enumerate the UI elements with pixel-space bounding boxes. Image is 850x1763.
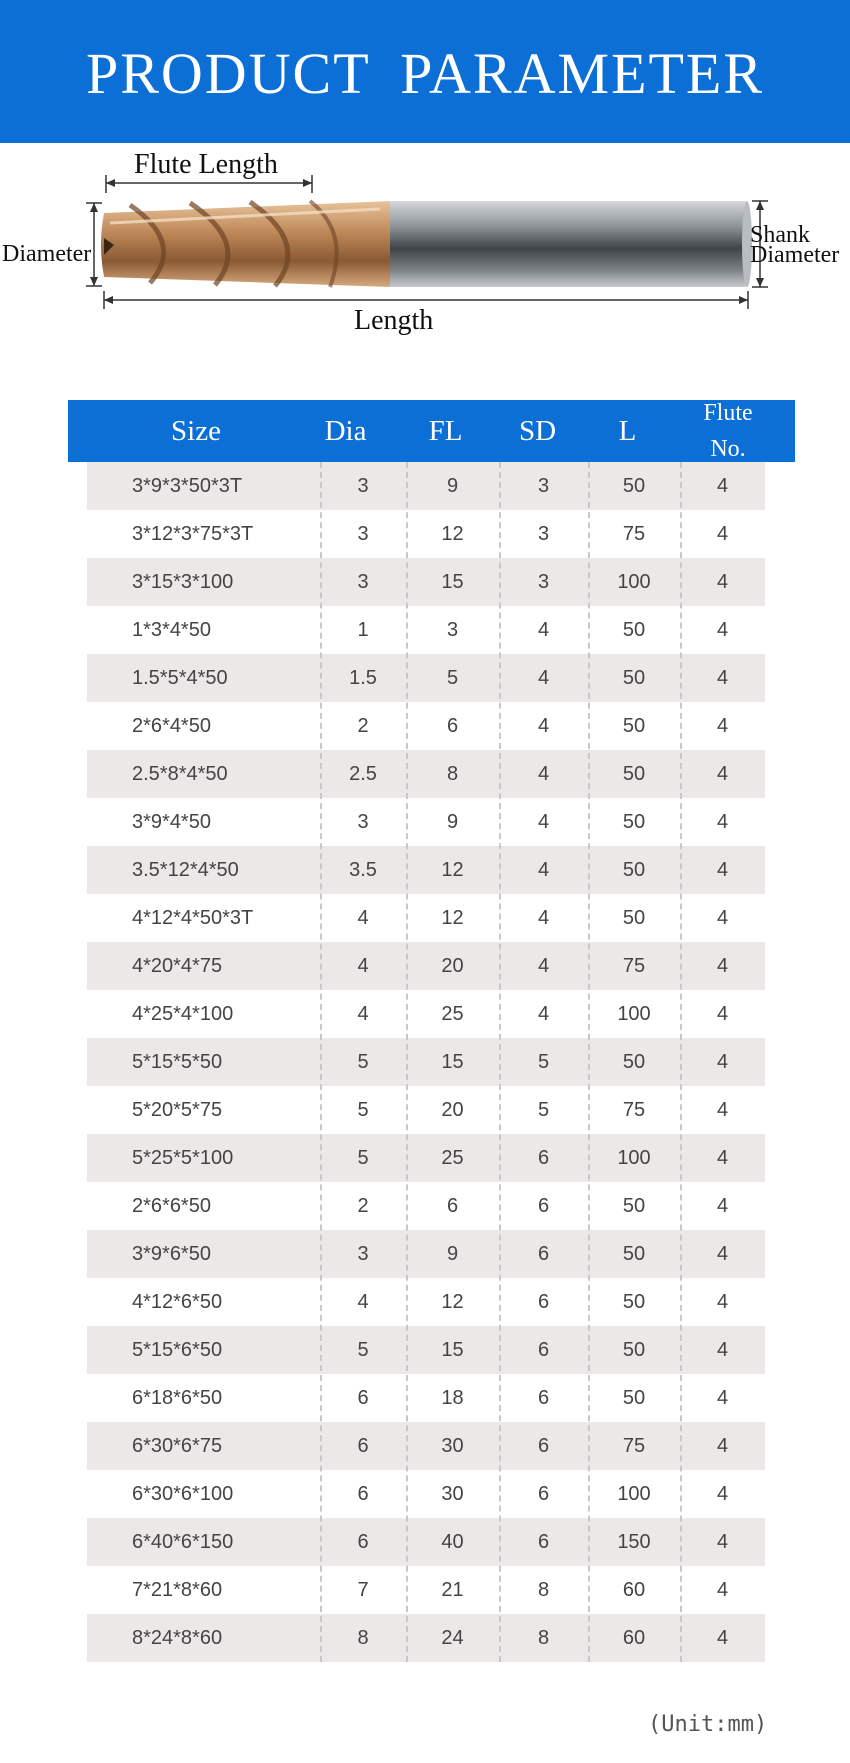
cell-flute-no: 4	[716, 763, 729, 785]
table-row	[87, 1230, 765, 1278]
cell-sd: 6	[537, 1195, 550, 1217]
cell-size: 3*15*3*100	[132, 571, 234, 593]
cell-sd: 6	[537, 1435, 550, 1457]
cell-size: 3*9*4*50	[132, 811, 211, 833]
cell-dia: 3	[357, 571, 369, 593]
header-flute-no: Flute No.	[703, 400, 753, 462]
cell-l: 50	[622, 1387, 646, 1409]
cell-l: 50	[622, 715, 646, 737]
cell-sd: 8	[537, 1627, 550, 1649]
cell-dia: 3.5	[349, 859, 377, 881]
cell-sd: 6	[537, 1243, 550, 1265]
column-divider	[320, 462, 322, 1662]
cell-dia: 6	[357, 1435, 369, 1457]
cell-size: 1*3*4*50	[132, 619, 211, 641]
cell-dia: 4	[357, 1291, 369, 1313]
cell-fl: 20	[441, 955, 464, 977]
table-row	[87, 1422, 765, 1470]
cell-fl: 30	[441, 1483, 464, 1505]
table-row	[87, 1374, 765, 1422]
cell-size: 3.5*12*4*50	[132, 859, 239, 881]
cell-l: 50	[622, 619, 646, 641]
cell-size: 4*25*4*100	[132, 1003, 234, 1025]
cell-fl: 6	[446, 1195, 459, 1217]
cell-size: 2*6*4*50	[132, 715, 211, 737]
cell-sd: 4	[537, 667, 550, 689]
cell-sd: 4	[537, 859, 550, 881]
cell-l: 75	[622, 523, 646, 545]
cell-dia: 4	[357, 955, 369, 977]
cell-sd: 6	[537, 1339, 550, 1361]
cell-flute-no: 4	[716, 1387, 729, 1409]
cell-dia: 6	[357, 1483, 369, 1505]
cell-flute-no: 4	[716, 1147, 729, 1169]
cell-flute-no: 4	[716, 667, 729, 689]
column-divider	[680, 462, 682, 1662]
cell-fl: 25	[441, 1003, 464, 1025]
cell-dia: 1	[357, 619, 369, 641]
cell-sd: 3	[537, 475, 550, 497]
cell-size: 5*25*5*100	[132, 1147, 234, 1169]
table-row	[87, 1038, 765, 1086]
cell-size: 2*6*6*50	[132, 1195, 211, 1217]
cell-sd: 4	[537, 811, 550, 833]
cell-l: 50	[622, 1291, 646, 1313]
cell-flute-no: 4	[716, 1579, 729, 1601]
cell-size: 4*12*4*50*3T	[132, 907, 254, 929]
table-row	[87, 606, 765, 654]
cell-size: 4*12*6*50	[132, 1291, 223, 1313]
cell-l: 60	[622, 1579, 646, 1601]
cell-sd: 3	[537, 523, 550, 545]
cell-flute-no: 4	[716, 571, 729, 593]
table-row	[87, 1182, 765, 1230]
cell-size: 5*20*5*75	[132, 1099, 223, 1121]
length-label: Length	[354, 305, 434, 336]
cell-dia: 1.5	[349, 667, 377, 689]
cell-sd: 4	[537, 715, 550, 737]
cell-dia: 5	[357, 1051, 369, 1073]
cell-fl: 12	[441, 859, 464, 881]
cell-dia: 5	[357, 1099, 369, 1121]
cell-flute-no: 4	[716, 1051, 729, 1073]
cell-fl: 30	[441, 1435, 464, 1457]
cell-fl: 3	[446, 619, 459, 641]
table-row	[87, 1086, 765, 1134]
cell-fl: 15	[441, 1339, 464, 1361]
cell-sd: 4	[537, 907, 550, 929]
cell-flute-no: 4	[716, 1099, 729, 1121]
cell-l: 50	[622, 475, 646, 497]
table-row	[87, 510, 765, 558]
cell-l: 75	[622, 955, 646, 977]
cell-dia: 3	[357, 1243, 369, 1265]
cell-l: 100	[617, 1483, 651, 1505]
cell-flute-no: 4	[716, 1243, 729, 1265]
cell-sd: 6	[537, 1291, 550, 1313]
flute-length-label: Flute Length	[134, 149, 278, 180]
cell-flute-no: 4	[716, 1003, 729, 1025]
table-row	[87, 1278, 765, 1326]
parameter-table	[87, 462, 765, 1662]
cell-flute-no: 4	[716, 475, 729, 497]
table-row	[87, 1518, 765, 1566]
cell-dia: 5	[357, 1339, 369, 1361]
cell-flute-no: 4	[716, 1531, 729, 1553]
column-divider	[499, 462, 501, 1662]
table-row	[87, 1134, 765, 1182]
column-divider	[406, 462, 408, 1662]
cell-fl: 12	[441, 907, 464, 929]
cell-dia: 3	[357, 475, 369, 497]
column-divider	[588, 462, 590, 1662]
table-row	[87, 1470, 765, 1518]
cell-fl: 18	[441, 1387, 464, 1409]
cell-size: 5*15*5*50	[132, 1051, 223, 1073]
cell-dia: 2.5	[349, 763, 377, 785]
cell-size: 3*9*3*50*3T	[132, 475, 243, 497]
shank-diameter-label: Shank Diameter	[750, 222, 840, 268]
cell-fl: 9	[446, 1243, 459, 1265]
cell-sd: 4	[537, 955, 550, 977]
cell-dia: 4	[357, 1003, 369, 1025]
table-row	[87, 654, 765, 702]
cell-sd: 4	[537, 1003, 550, 1025]
cell-l: 50	[622, 1195, 646, 1217]
cell-size: 5*15*6*50	[132, 1339, 223, 1361]
header-fl: FL	[428, 414, 463, 447]
cell-l: 75	[622, 1099, 646, 1121]
cell-fl: 12	[441, 1291, 464, 1313]
cell-l: 75	[622, 1435, 646, 1457]
cell-fl: 9	[446, 811, 459, 833]
cell-sd: 6	[537, 1387, 550, 1409]
page-title: PRODUCT PARAMETER	[85, 41, 765, 106]
cell-dia: 7	[357, 1579, 369, 1601]
cell-flute-no: 4	[716, 1291, 729, 1313]
table-row	[87, 462, 765, 510]
cell-flute-no: 4	[716, 811, 729, 833]
cell-flute-no: 4	[716, 907, 729, 929]
cell-flute-no: 4	[716, 1435, 729, 1457]
cell-dia: 2	[357, 1195, 369, 1217]
cell-size: 3*9*6*50	[132, 1243, 211, 1265]
cell-l: 50	[622, 763, 646, 785]
cell-fl: 40	[441, 1531, 464, 1553]
cell-dia: 8	[357, 1627, 369, 1649]
header-l: L	[618, 414, 637, 447]
cell-fl: 6	[446, 715, 459, 737]
cell-dia: 3	[357, 811, 369, 833]
cell-l: 50	[622, 1051, 646, 1073]
cell-flute-no: 4	[716, 715, 729, 737]
header-size: Size	[171, 414, 221, 447]
cell-size: 3*12*3*75*3T	[132, 523, 254, 545]
cell-flute-no: 4	[716, 1339, 729, 1361]
tool-diagram	[0, 143, 850, 363]
cell-size: 6*18*6*50	[132, 1387, 223, 1409]
cell-fl: 15	[441, 1051, 464, 1073]
cell-l: 60	[622, 1627, 646, 1649]
cell-flute-no: 4	[716, 619, 729, 641]
cell-fl: 20	[441, 1099, 464, 1121]
cell-flute-no: 4	[716, 955, 729, 977]
cell-fl: 12	[441, 523, 464, 545]
table-row	[87, 990, 765, 1038]
cell-l: 50	[622, 859, 646, 881]
cell-sd: 3	[537, 571, 550, 593]
shank	[388, 201, 748, 287]
table-header	[68, 400, 795, 462]
table-row	[87, 1566, 765, 1614]
table-row	[87, 702, 765, 750]
cell-sd: 6	[537, 1147, 550, 1169]
cell-size: 6*30*6*100	[132, 1483, 234, 1505]
cell-fl: 8	[446, 763, 459, 785]
cell-flute-no: 4	[716, 1627, 729, 1649]
cell-l: 50	[622, 1339, 646, 1361]
cell-size: 2.5*8*4*50	[132, 763, 228, 785]
cell-fl: 5	[446, 667, 459, 689]
header-dia: Dia	[324, 414, 367, 447]
cell-size: 1.5*5*4*50	[132, 667, 228, 689]
cell-sd: 4	[537, 619, 550, 641]
cell-dia: 3	[357, 523, 369, 545]
cell-size: 7*21*8*60	[132, 1579, 223, 1601]
cell-l: 100	[617, 1003, 651, 1025]
table-row	[87, 1614, 765, 1662]
cell-flute-no: 4	[716, 523, 729, 545]
table-row	[87, 798, 765, 846]
cell-l: 150	[617, 1531, 651, 1553]
header-banner	[0, 0, 850, 143]
cell-sd: 6	[537, 1531, 550, 1553]
cell-l: 50	[622, 811, 646, 833]
cell-flute-no: 4	[716, 859, 729, 881]
cell-dia: 4	[357, 907, 369, 929]
cell-sd: 8	[537, 1579, 550, 1601]
cell-fl: 15	[441, 571, 464, 593]
cell-fl: 9	[446, 475, 459, 497]
table-row	[87, 558, 765, 606]
cell-l: 50	[622, 667, 646, 689]
cell-size: 6*40*6*150	[132, 1531, 234, 1553]
table-row	[87, 750, 765, 798]
table-row	[87, 942, 765, 990]
cell-flute-no: 4	[716, 1195, 729, 1217]
cell-dia: 5	[357, 1147, 369, 1169]
cell-size: 4*20*4*75	[132, 955, 223, 977]
cell-sd: 5	[537, 1099, 550, 1121]
cell-sd: 4	[537, 763, 550, 785]
unit-note: (Unit:mm)	[648, 1712, 768, 1737]
cell-fl: 24	[441, 1627, 464, 1649]
table-row	[87, 846, 765, 894]
cell-dia: 6	[357, 1387, 369, 1409]
table-row	[87, 1326, 765, 1374]
header-sd: SD	[518, 414, 557, 447]
cell-sd: 6	[537, 1483, 550, 1505]
cell-l: 100	[617, 571, 651, 593]
cell-dia: 2	[357, 715, 369, 737]
table-row	[87, 894, 765, 942]
diameter-label: Diameter	[2, 241, 92, 267]
cell-l: 50	[622, 907, 646, 929]
cell-dia: 6	[357, 1531, 369, 1553]
cell-l: 100	[617, 1147, 651, 1169]
cell-size: 6*30*6*75	[132, 1435, 223, 1457]
cell-sd: 5	[537, 1051, 550, 1073]
cell-fl: 21	[441, 1579, 464, 1601]
cell-size: 8*24*8*60	[132, 1627, 223, 1649]
cell-fl: 25	[441, 1147, 464, 1169]
cell-l: 50	[622, 1243, 646, 1265]
cell-flute-no: 4	[716, 1483, 729, 1505]
